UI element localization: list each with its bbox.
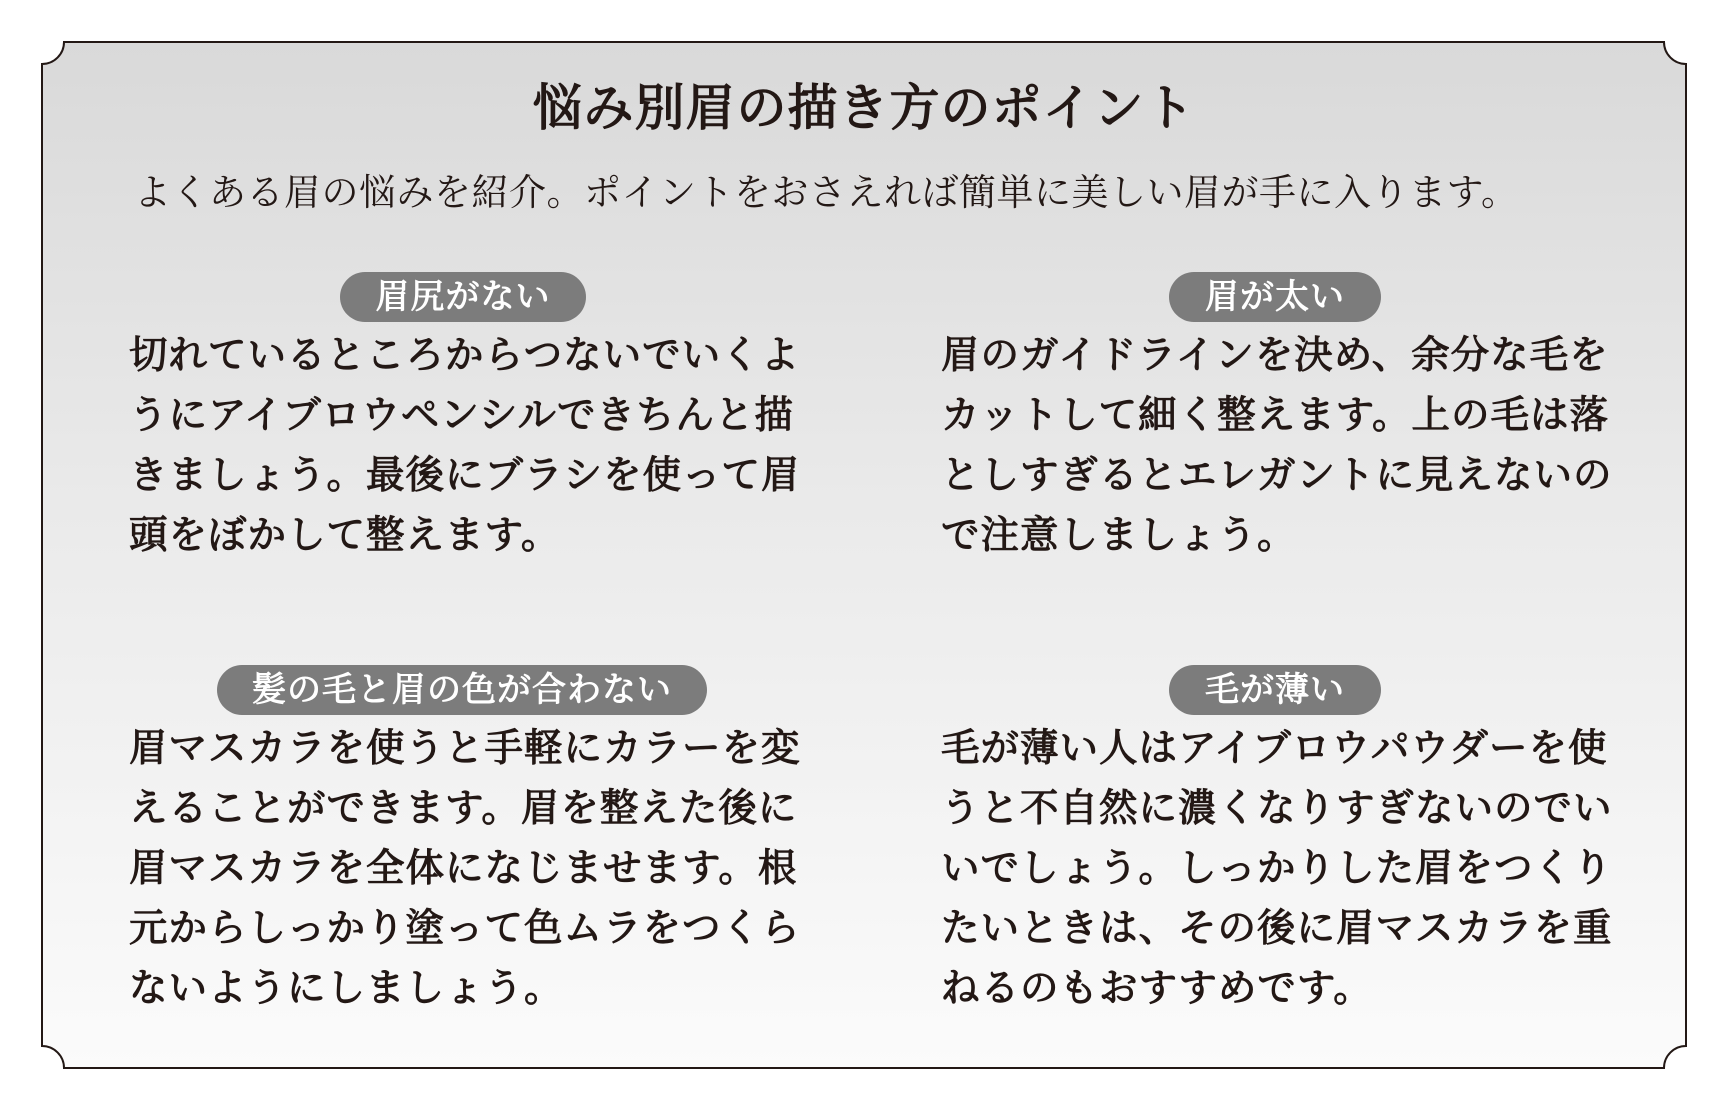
body-line: うにアイブロウペンシルできちんと描 <box>129 393 794 438</box>
section-heading-badge: 毛が薄い <box>1169 665 1381 715</box>
section-body <box>941 326 1641 566</box>
body-line: きましょう。最後にブラシを使って眉 <box>129 453 801 498</box>
section-body <box>129 719 829 1019</box>
body-line: カットして細く整えます。上の毛は落 <box>941 393 1610 438</box>
intro-text: よくある眉の悩みを紹介。ポイントをおさえれば簡単に美しい眉が手に入ります。 <box>134 171 1519 214</box>
page-title: 悩み別眉の描き方のポイント <box>532 79 1196 137</box>
section-body <box>129 326 829 566</box>
section-heading-badge: 眉尻がない <box>340 272 586 322</box>
body-line: いでしょう。しっかりした眉をつくり <box>941 846 1613 891</box>
body-line: 元からしっかり塗って色ムラをつくら <box>129 906 801 951</box>
section-heading-badge: 眉が太い <box>1169 272 1381 322</box>
body-line: としすぎるとエレガントに見えないの <box>941 453 1613 498</box>
body-line: ねるのもおすすめです。 <box>941 966 1373 1011</box>
body-line: ないようにしましょう。 <box>129 966 564 1011</box>
body-line: 頭をぼかして整えます。 <box>129 513 561 558</box>
body-line: えることができます。眉を整えた後に <box>129 786 798 831</box>
body-line: 眉マスカラを全体になじませます。根 <box>129 846 798 891</box>
body-line: うと不自然に濃くなりすぎないのでい <box>941 786 1613 831</box>
body-line: たいときは、その後に眉マスカラを重 <box>941 906 1613 951</box>
body-line: 眉マスカラを使うと手軽にカラーを変 <box>129 726 801 771</box>
body-line: 眉のガイドラインを決め、余分な毛を <box>941 333 1609 378</box>
section-heading-badge: 髪の毛と眉の色が合わない <box>217 665 707 715</box>
body-line: 切れているところからつないでいくよ <box>129 333 801 378</box>
section-body <box>941 719 1641 1019</box>
body-line: で注意しましょう。 <box>941 513 1297 558</box>
body-line: 毛が薄い人はアイブロウパウダーを使 <box>941 726 1608 771</box>
